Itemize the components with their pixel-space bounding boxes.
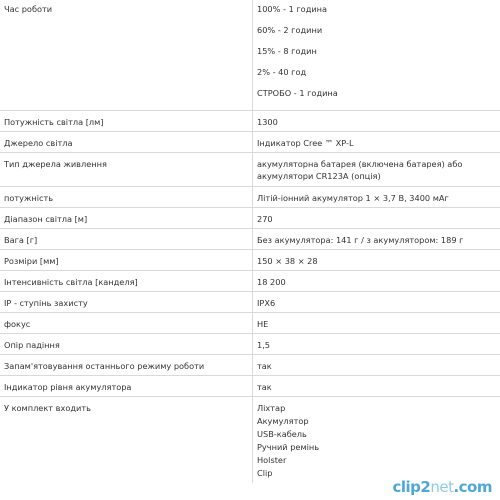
row-value: 150 × 38 × 28 xyxy=(253,249,500,270)
row-label: Джерело світла xyxy=(0,131,253,152)
table-row xyxy=(0,186,500,207)
row-value: НЕ xyxy=(253,312,500,333)
row-label: IP - ступінь захисту xyxy=(0,291,253,312)
row-label: Запам'ятовування останнього режиму роботи xyxy=(0,354,253,375)
table-row xyxy=(0,270,500,291)
table-row xyxy=(0,110,500,131)
watermark-part: .com xyxy=(453,478,492,496)
watermark-logo xyxy=(392,478,492,496)
table-row xyxy=(0,249,500,270)
list-item: СТРОБО - 1 година xyxy=(257,88,338,98)
table-row xyxy=(0,207,500,228)
row-value: Без акумулятора: 141 г / з акумулятором: 189 г xyxy=(253,228,500,249)
watermark-part: net xyxy=(430,478,454,496)
table-row xyxy=(0,291,500,312)
table-row xyxy=(0,396,500,483)
row-label: У комплект входить xyxy=(0,396,253,483)
list-item: USB-кабель xyxy=(257,428,307,439)
list-item: Clip xyxy=(257,467,273,478)
row-label: Індикатор рівня акумулятора xyxy=(0,375,253,396)
list-item: Holster xyxy=(257,454,287,465)
watermark-part: clip2 xyxy=(392,478,431,496)
row-label: Інтенсивність світла [канделя] xyxy=(0,270,253,291)
table-row xyxy=(0,131,500,152)
table-row xyxy=(0,375,500,396)
row-value: так xyxy=(253,375,500,396)
row-value: Індикатор Cree ™ XP-L xyxy=(253,131,500,152)
row-value xyxy=(253,396,500,483)
row-value: IPX6 xyxy=(253,291,500,312)
row-label: фокус xyxy=(0,312,253,333)
row-label: Тип джерела живлення xyxy=(0,152,253,186)
list-item: 2% - 40 год xyxy=(257,67,307,77)
row-label: потужність xyxy=(0,186,253,207)
row-label: Розміри [мм] xyxy=(0,249,253,270)
row-value: Літій-іонний акумулятор 1 × 3,7 В, 3400 мАг xyxy=(253,186,500,207)
table-row xyxy=(0,0,500,110)
row-value: 1,5 xyxy=(253,333,500,354)
table-row xyxy=(0,152,500,186)
table-row xyxy=(0,333,500,354)
row-value xyxy=(253,0,500,110)
row-value: 1300 xyxy=(253,110,500,131)
list-item: 15% - 8 годин xyxy=(257,46,317,56)
row-value: так xyxy=(253,354,500,375)
row-label: Вага [г] xyxy=(0,228,253,249)
row-label: Опір падіння xyxy=(0,333,253,354)
table-row xyxy=(0,228,500,249)
row-value: 270 xyxy=(253,207,500,228)
list-item: Ліхтар xyxy=(257,402,286,413)
list-item: 100% - 1 година xyxy=(257,4,328,14)
table-row xyxy=(0,312,500,333)
row-label: Потужність світла [лм] xyxy=(0,110,253,131)
row-label: Діапазон світла [м] xyxy=(0,207,253,228)
list-item: Ручний ремінь xyxy=(257,441,320,452)
row-value: 18 200 xyxy=(253,270,500,291)
row-value: акумуляторна батарея (включена батарея) або акумулятори CR123A (опція) xyxy=(253,152,500,186)
table-row xyxy=(0,354,500,375)
list-item: Акумулятор xyxy=(257,415,309,426)
list-item: 60% - 2 години xyxy=(257,25,323,35)
row-label: Час роботи xyxy=(0,0,253,110)
